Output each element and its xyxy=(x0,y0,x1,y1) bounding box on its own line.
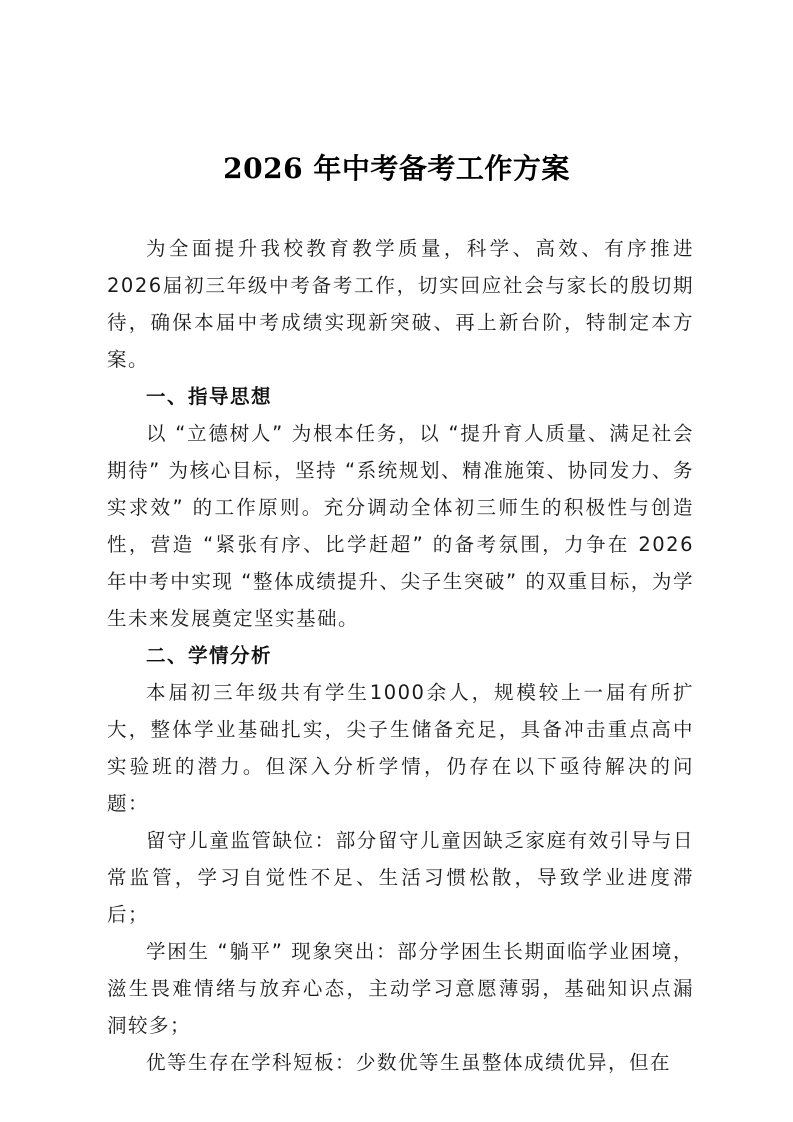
intro-paragraph: 为全面提升我校教育教学质量，科学、高效、有序推进2026届初三年级中考备考工作，切实回应社会与家长的殷切期待，确保本届中考成绩实现新突破、再上新台阶，特制定本方案。 xyxy=(107,237,694,371)
issue-top-students-weak-subjects: 优等生存在学科短板：少数优等生虽整体成绩优异，但在 xyxy=(146,1051,672,1074)
issue-left-behind-children: 留守儿童监管缺位：部分留守儿童因缺乏家庭有效引导与日常监管，学习自觉性不足、生活习惯松散，导致学业进度滞后； xyxy=(107,829,694,926)
document-body xyxy=(107,230,694,1081)
section-heading-guiding-ideology: 一、指导思想 xyxy=(146,385,273,408)
document-title: 2026 年中考备考工作方案 xyxy=(223,152,570,185)
student-analysis-paragraph: 本届初三年级共有学生1000余人，规模较上一届有所扩大，整体学业基础扎实，尖子生储备充足，具备冲击重点高中实验班的潜力。但深入分析学情，仍存在以下亟待解决的问题： xyxy=(107,681,694,815)
section-heading-student-analysis: 二、学情分析 xyxy=(146,644,273,667)
issue-struggling-students: 学困生 “躺平” 现象突出：部分学困生长期面临学业困境，滋生畏难情绪与放弃心态，主动学习意愿薄弱，基础知识点漏洞较多； xyxy=(107,940,694,1037)
guiding-ideology-paragraph: 以 “立德树人” 为根本任务，以 “提升育人质量、满足社会期待” 为核心目标，坚持 “系统规划、精准施策、协同发力、务实求效” 的工作原则。充分调动全体初三师生的积极性与创造性，营造 “紧张有序、比学赶超” 的备考氛围，力争在 2026 年中考中实现 “整体成绩提升、尖子生突破” 的双重目标，为学生未来发展奠定坚实基础。 xyxy=(107,422,694,630)
